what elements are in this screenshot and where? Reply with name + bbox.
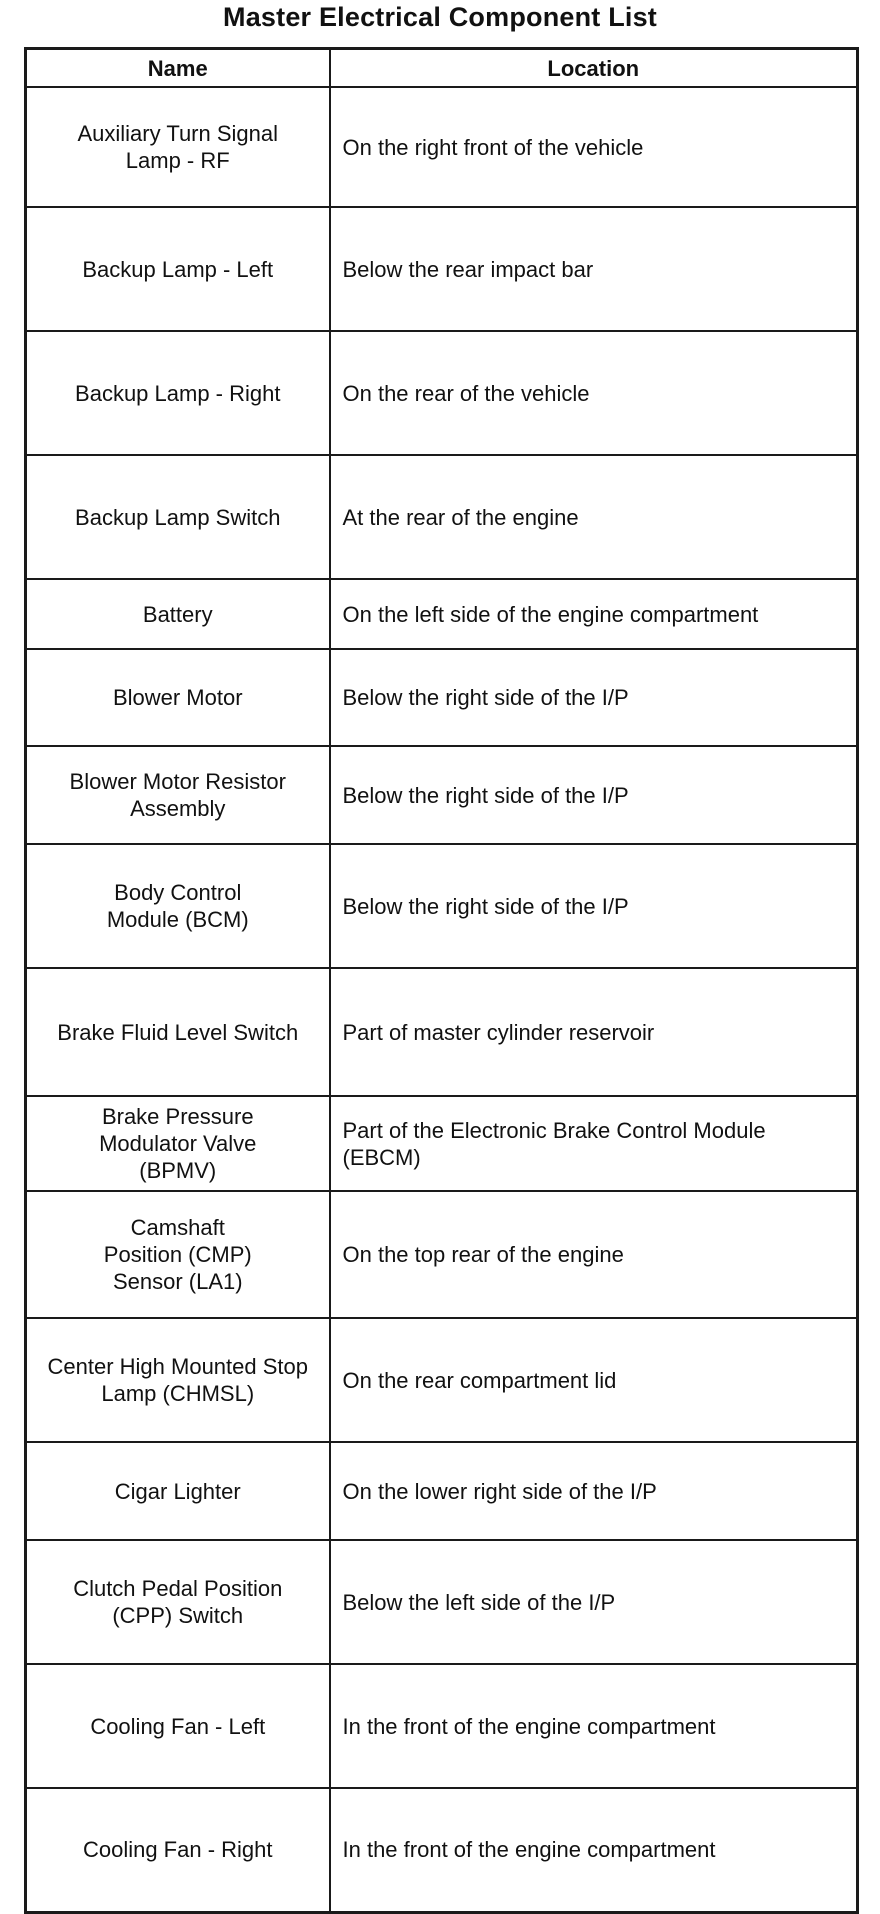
component-location: Below the left side of the I/P (330, 1540, 858, 1664)
component-name: Blower Motor Resistor Assembly (26, 746, 330, 844)
component-location: On the lower right side of the I/P (330, 1442, 858, 1540)
table-row (26, 746, 858, 844)
component-location: Below the right side of the I/P (330, 746, 858, 844)
table-row (26, 579, 858, 649)
component-location: On the left side of the engine compartment (330, 579, 858, 649)
table-row (26, 455, 858, 579)
component-location: Part of master cylinder reservoir (330, 968, 858, 1096)
component-name: Center High Mounted Stop Lamp (CHMSL) (26, 1318, 330, 1442)
component-name: Backup Lamp - Left (26, 207, 330, 331)
column-header-name: Name (26, 49, 330, 88)
component-location: At the rear of the engine (330, 455, 858, 579)
table-row (26, 1096, 858, 1191)
component-name: Cooling Fan - Left (26, 1664, 330, 1788)
component-location: On the right front of the vehicle (330, 87, 858, 207)
page-title: Master Electrical Component List (223, 2, 657, 32)
component-name: Battery (26, 579, 330, 649)
component-name: Brake Fluid Level Switch (26, 968, 330, 1096)
component-name: Clutch Pedal Position (CPP) Switch (26, 1540, 330, 1664)
component-location: Below the right side of the I/P (330, 649, 858, 746)
table-row (26, 1664, 858, 1788)
component-location: Below the rear impact bar (330, 207, 858, 331)
component-name: Backup Lamp Switch (26, 455, 330, 579)
table-row (26, 1540, 858, 1664)
component-location: In the front of the engine compartment (330, 1788, 858, 1912)
column-header-location: Location (330, 49, 858, 88)
table-row (26, 844, 858, 968)
component-name: Camshaft Position (CMP) Sensor (LA1) (26, 1191, 330, 1318)
component-location: On the top rear of the engine (330, 1191, 858, 1318)
component-name: Brake Pressure Modulator Valve (BPMV) (26, 1096, 330, 1191)
component-location: On the rear of the vehicle (330, 331, 858, 455)
table-row (26, 207, 858, 331)
component-table-container (24, 47, 856, 1914)
component-name: Cooling Fan - Right (26, 1788, 330, 1912)
component-location: Below the right side of the I/P (330, 844, 858, 968)
table-row (26, 1191, 858, 1318)
table-row (26, 1788, 858, 1912)
component-location: In the front of the engine compartment (330, 1664, 858, 1788)
table-row (26, 968, 858, 1096)
component-name: Blower Motor (26, 649, 330, 746)
component-table (24, 47, 859, 1914)
component-name: Backup Lamp - Right (26, 331, 330, 455)
table-row (26, 87, 858, 207)
component-location: On the rear compartment lid (330, 1318, 858, 1442)
component-name: Auxiliary Turn Signal Lamp - RF (26, 87, 330, 207)
table-row (26, 1318, 858, 1442)
component-location: Part of the Electronic Brake Control Module (EBCM) (330, 1096, 858, 1191)
component-name: Cigar Lighter (26, 1442, 330, 1540)
table-row (26, 1442, 858, 1540)
table-row (26, 649, 858, 746)
table-row (26, 331, 858, 455)
component-name: Body Control Module (BCM) (26, 844, 330, 968)
table-header-row (26, 49, 858, 88)
